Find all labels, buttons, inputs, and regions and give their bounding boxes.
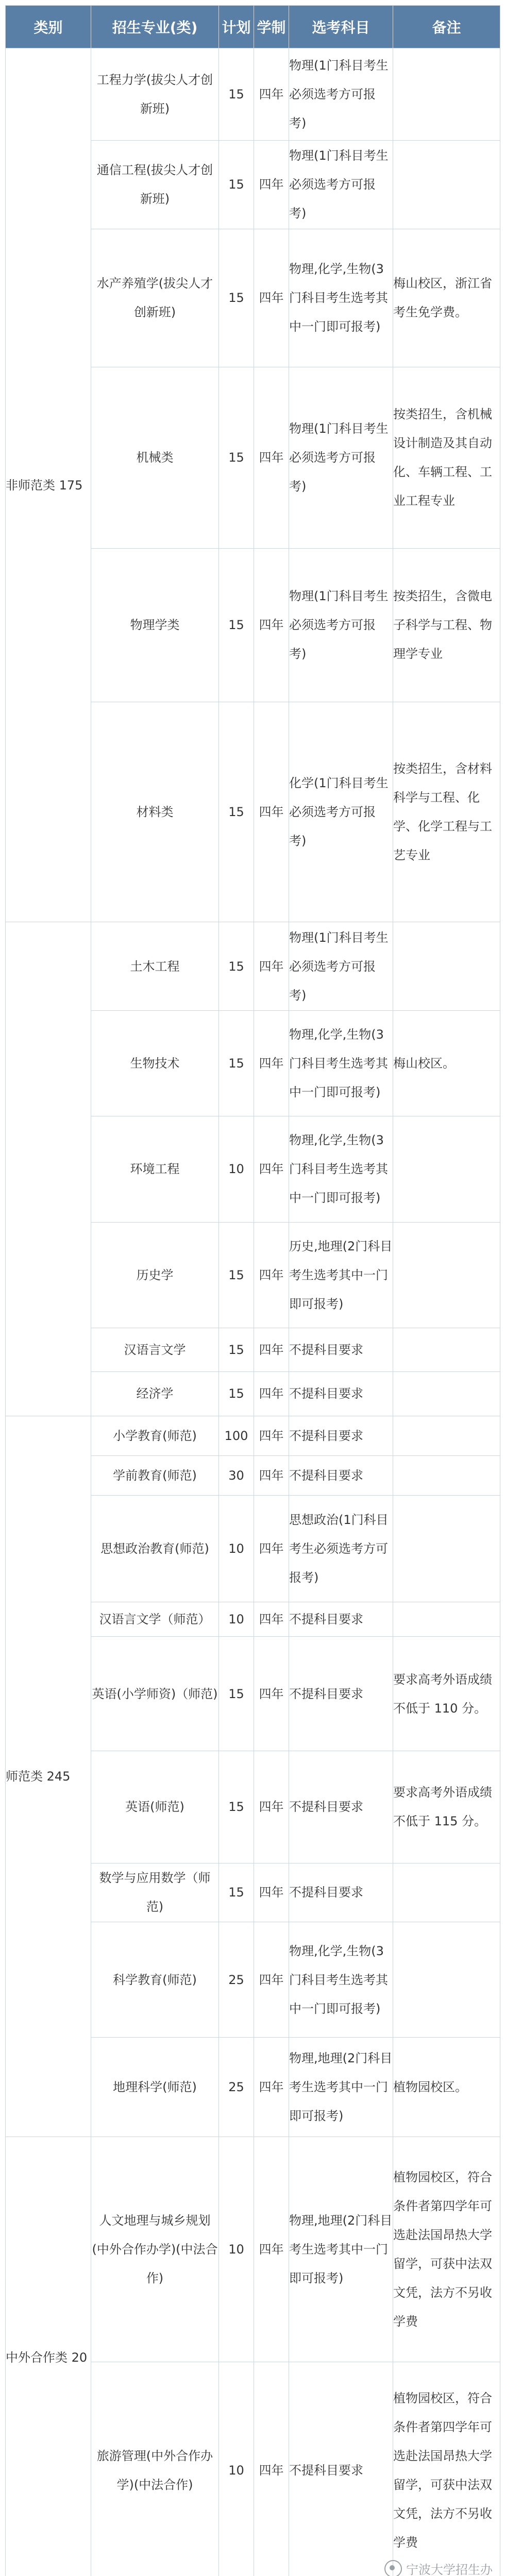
notes-cell: 植物园校区，符合条件者第四学年可选赴法国昂热大学留学，可获中法双文凭，法方不另收学费 <box>393 2362 500 2576</box>
plan-cell: 15 <box>219 140 254 229</box>
plan-cell: 15 <box>219 1751 254 1863</box>
subjects-cell: 物理,化学,生物(3门科目考生选考其中一门即可报考) <box>289 1922 393 2038</box>
notes-cell: 按类招生，含微电子科学与工程、物理学专业 <box>393 548 500 702</box>
plan-cell: 15 <box>219 702 254 922</box>
notes-cell <box>393 1372 500 1416</box>
subjects-cell: 不提科目要求 <box>289 1416 393 1455</box>
notes-cell <box>393 1222 500 1328</box>
plan-cell: 15 <box>219 1222 254 1328</box>
major-cell: 人文地理与城乡规划(中外合作办学)(中法合作) <box>91 2137 219 2362</box>
watermark-text: 宁波大学招生办 <box>406 2563 493 2576</box>
notes-cell <box>393 1328 500 1371</box>
category-cell: 中外合作类 20 <box>6 2137 91 2576</box>
header-major: 招生专业(类) <box>91 6 219 48</box>
plan-cell: 10 <box>219 1602 254 1637</box>
duration-cell: 四年 <box>254 140 289 229</box>
plan-cell: 100 <box>219 1416 254 1455</box>
notes-cell: 按类招生，含材料科学与工程、化学、化学工程与工艺专业 <box>393 702 500 922</box>
major-cell: 思想政治教育(师范) <box>91 1496 219 1602</box>
subjects-cell: 不提科目要求 <box>289 1637 393 1751</box>
notes-cell: 要求高考外语成绩不低于 115 分。 <box>393 1751 500 1863</box>
subjects-cell: 不提科目要求 <box>289 1602 393 1637</box>
plan-cell: 15 <box>219 1011 254 1116</box>
major-cell: 汉语言文学 <box>91 1328 219 1371</box>
major-cell: 土木工程 <box>91 922 219 1011</box>
major-cell: 英语(小学师资)（师范) <box>91 1637 219 1751</box>
plan-cell: 30 <box>219 1455 254 1495</box>
duration-cell: 四年 <box>254 229 289 367</box>
category-cell-continued <box>6 922 91 1416</box>
subjects-cell: 不提科目要求 <box>289 1751 393 1863</box>
subjects-cell: 化学(1门科目考生必须选考方可报考) <box>289 702 393 922</box>
subjects-cell: 物理(1门科目考生必须选考方可报考) <box>289 140 393 229</box>
duration-cell: 四年 <box>254 1011 289 1116</box>
major-cell: 历史学 <box>91 1222 219 1328</box>
plan-cell: 15 <box>219 1328 254 1371</box>
major-cell: 学前教育(师范) <box>91 1455 219 1495</box>
duration-cell: 四年 <box>254 1496 289 1602</box>
wechat-logo-icon <box>384 2560 402 2576</box>
major-cell: 水产养殖学(拔尖人才创新班) <box>91 229 219 367</box>
notes-cell: 要求高考外语成绩不低于 110 分。 <box>393 1637 500 1751</box>
notes-cell: 植物园校区，符合条件者第四学年可选赴法国昂热大学留学，可获中法双文凭，法方不另收学费 <box>393 2137 500 2362</box>
duration-cell: 四年 <box>254 1372 289 1416</box>
plan-cell: 15 <box>219 922 254 1011</box>
major-cell: 机械类 <box>91 367 219 548</box>
major-cell: 生物技术 <box>91 1011 219 1116</box>
plan-cell: 15 <box>219 548 254 702</box>
major-cell: 旅游管理(中外合作办学)(中法合作) <box>91 2362 219 2576</box>
subjects-cell: 不提科目要求 <box>289 1372 393 1416</box>
enrollment-plan-table <box>5 5 500 2576</box>
plan-cell: 15 <box>219 229 254 367</box>
duration-cell: 四年 <box>254 702 289 922</box>
duration-cell: 四年 <box>254 548 289 702</box>
subjects-cell: 物理,化学,生物(3门科目考生选考其中一门即可报考) <box>289 229 393 367</box>
plan-cell: 10 <box>219 1496 254 1602</box>
plan-cell: 25 <box>219 2037 254 2137</box>
major-cell: 工程力学(拔尖人才创新班) <box>91 48 219 141</box>
category-cell: 非师范类 175 <box>6 48 91 922</box>
subjects-cell: 物理(1门科目考生必须选考方可报考) <box>289 922 393 1011</box>
major-cell: 物理学类 <box>91 548 219 702</box>
notes-cell <box>393 1863 500 1922</box>
major-cell: 通信工程(拔尖人才创新班) <box>91 140 219 229</box>
plan-cell: 10 <box>219 2362 254 2576</box>
major-cell: 地理科学(师范) <box>91 2037 219 2137</box>
duration-cell: 四年 <box>254 2362 289 2576</box>
header-notes: 备注 <box>393 6 500 48</box>
plan-cell: 10 <box>219 1116 254 1222</box>
plan-cell: 25 <box>219 1922 254 2038</box>
major-cell: 科学教育(师范) <box>91 1922 219 2038</box>
notes-cell: 梅山校区，浙江省考生免学费。 <box>393 229 500 367</box>
subjects-cell: 不提科目要求 <box>289 1328 393 1371</box>
category-cell: 师范类 245 <box>6 1416 91 2137</box>
major-cell: 小学教育(师范) <box>91 1416 219 1455</box>
major-cell: 环境工程 <box>91 1116 219 1222</box>
notes-cell <box>393 1455 500 1495</box>
major-cell: 经济学 <box>91 1372 219 1416</box>
plan-cell: 15 <box>219 48 254 141</box>
major-cell: 数学与应用数学（师范) <box>91 1863 219 1922</box>
subjects-cell: 物理,化学,生物(3门科目考生选考其中一门即可报考) <box>289 1116 393 1222</box>
duration-cell: 四年 <box>254 367 289 548</box>
plan-cell: 10 <box>219 2137 254 2362</box>
table-row <box>6 2137 500 2362</box>
table-header-row <box>6 6 500 48</box>
notes-cell <box>393 1602 500 1637</box>
notes-cell <box>393 1116 500 1222</box>
duration-cell: 四年 <box>254 1922 289 2038</box>
table-row <box>6 1416 500 1455</box>
notes-cell <box>393 140 500 229</box>
header-subjects: 选考科目 <box>289 6 393 48</box>
subjects-cell: 不提科目要求 <box>289 1455 393 1495</box>
notes-cell: 梅山校区。 <box>393 1011 500 1116</box>
duration-cell: 四年 <box>254 1602 289 1637</box>
notes-cell: 按类招生，含机械设计制造及其自动化、车辆工程、工业工程专业 <box>393 367 500 548</box>
subjects-cell: 物理(1门科目考生必须选考方可报考) <box>289 48 393 141</box>
subjects-cell: 不提科目要求 <box>289 1863 393 1922</box>
table-row <box>6 922 500 1011</box>
duration-cell: 四年 <box>254 48 289 141</box>
duration-cell: 四年 <box>254 1416 289 1455</box>
subjects-cell: 物理,地理(2门科目考生选考其中一门即可报考) <box>289 2037 393 2137</box>
header-category: 类别 <box>6 6 91 48</box>
duration-cell: 四年 <box>254 1455 289 1495</box>
duration-cell: 四年 <box>254 1222 289 1328</box>
duration-cell: 四年 <box>254 2037 289 2137</box>
notes-cell <box>393 1496 500 1602</box>
duration-cell: 四年 <box>254 1863 289 1922</box>
plan-cell: 15 <box>219 1372 254 1416</box>
header-plan: 计划 <box>219 6 254 48</box>
notes-cell <box>393 1922 500 2038</box>
plan-cell: 15 <box>219 367 254 548</box>
notes-cell <box>393 922 500 1011</box>
subjects-cell: 历史,地理(2门科目考生选考其中一门即可报考) <box>289 1222 393 1328</box>
major-cell: 英语(师范) <box>91 1751 219 1863</box>
duration-cell: 四年 <box>254 1116 289 1222</box>
plan-cell: 15 <box>219 1637 254 1751</box>
subjects-cell: 物理(1门科目考生必须选考方可报考) <box>289 367 393 548</box>
table-row <box>6 48 500 141</box>
duration-cell: 四年 <box>254 2137 289 2362</box>
subjects-cell: 物理,化学,生物(3门科目考生选考其中一门即可报考) <box>289 1011 393 1116</box>
major-cell: 汉语言文学（师范） <box>91 1602 219 1637</box>
duration-cell: 四年 <box>254 1637 289 1751</box>
major-cell: 材料类 <box>91 702 219 922</box>
duration-cell: 四年 <box>254 922 289 1011</box>
subjects-cell: 物理,地理(2门科目考生选考其中一门即可报考) <box>289 2137 393 2362</box>
plan-cell: 15 <box>219 1863 254 1922</box>
notes-cell <box>393 1416 500 1455</box>
notes-cell: 植物园校区。 <box>393 2037 500 2137</box>
subjects-cell: 不提科目要求 <box>289 2362 393 2576</box>
subjects-cell: 物理(1门科目考生必须选考方可报考) <box>289 548 393 702</box>
duration-cell: 四年 <box>254 1751 289 1863</box>
notes-cell <box>393 48 500 141</box>
subjects-cell: 思想政治(1门科目考生必须选考方可报考) <box>289 1496 393 1602</box>
header-duration: 学制 <box>254 6 289 48</box>
watermark <box>384 2560 493 2576</box>
duration-cell: 四年 <box>254 1328 289 1371</box>
